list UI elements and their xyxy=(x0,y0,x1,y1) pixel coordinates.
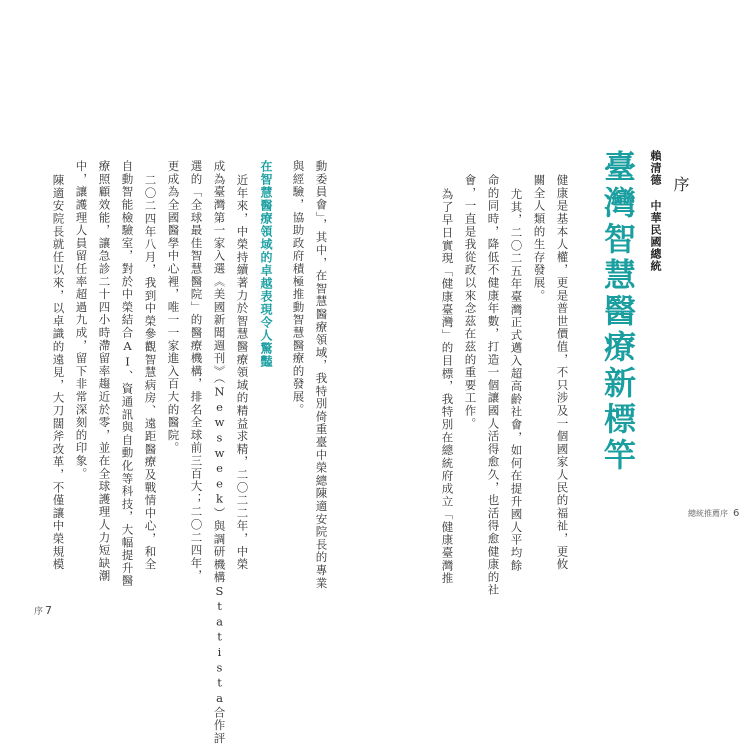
page-folio-left xyxy=(34,604,52,617)
body-column: 二〇二四年八月，我到中榮參觀智慧病房、遠距醫療及戰情中心，和全 xyxy=(143,174,158,571)
body-column: 療照顧效能，讓急診二十四小時滯留率趨近於零，並在全球護理人力短缺潮 xyxy=(97,160,112,583)
section-subheading: 在智慧醫療領域的卓越表現令人驚豔 xyxy=(259,160,273,368)
page-title: 臺灣智慧醫療新標竿 xyxy=(599,150,637,474)
body-column: 動委員會」，其中，在智慧醫療領域，我特別倚重臺中榮總陳適安院長的專業 xyxy=(314,160,329,590)
body-column: 健康是基本人權，更是普世價值，不只涉及一個國家人民的福祉，更攸 xyxy=(555,174,570,571)
body-column: 為了早日實現「健康臺灣」的目標，我特別在總統府成立「健康臺灣推 xyxy=(440,188,455,585)
running-head: 總統推薦序 xyxy=(688,509,728,518)
body-column: 選的「全球最佳智慧醫院」的醫療機構，排名全球前三百大；二〇二四年， xyxy=(189,160,204,583)
body-column: 與經驗，協助政府積極推動智慧醫療的發展。 xyxy=(291,160,306,416)
body-column: 中，讓護理人員留任率超過九成，留下非常深刻的印象。 xyxy=(74,160,89,480)
body-column: 陳適安院長就任以來，以卓識的遠見，大刀闊斧改革，不僅讓中榮規模 xyxy=(51,174,66,571)
running-head: 序 xyxy=(34,607,44,617)
body-column: 自動智能檢驗室，對於中榮結合AI、資通訊與自動化等科技，大幅提升醫 xyxy=(120,160,135,588)
page-number: 7 xyxy=(45,604,53,617)
body-column: 更成為全國醫學中心裡，唯一一家進入百大的醫院。 xyxy=(166,160,181,455)
page-folio-right xyxy=(688,508,739,519)
body-column: 關全人類的生存發展。 xyxy=(532,174,547,302)
body-column: 會，一直是我從政以來念茲在茲的重要工作。 xyxy=(463,174,478,430)
body-column: 成為臺灣第一家入選《美國新聞週刊》（Newsweek）與調研機構Statista合作評 xyxy=(212,160,227,745)
body-column: 命的同時，降低不健康年數，打造一個讓國人活得愈久，也活得愈健康的社 xyxy=(486,174,501,597)
page-number: 6 xyxy=(733,508,740,519)
section-label: 序 xyxy=(671,176,690,192)
author-line: 賴清德 中華民國總統 xyxy=(649,150,662,272)
body-column: 近年來，中榮持續著力於智慧醫療領域的精益求精，二〇二二年，中榮 xyxy=(235,174,250,571)
body-column: 尤其，二〇二五年臺灣正式邁入超高齡社會，如何在提升國人平均餘 xyxy=(509,188,524,572)
